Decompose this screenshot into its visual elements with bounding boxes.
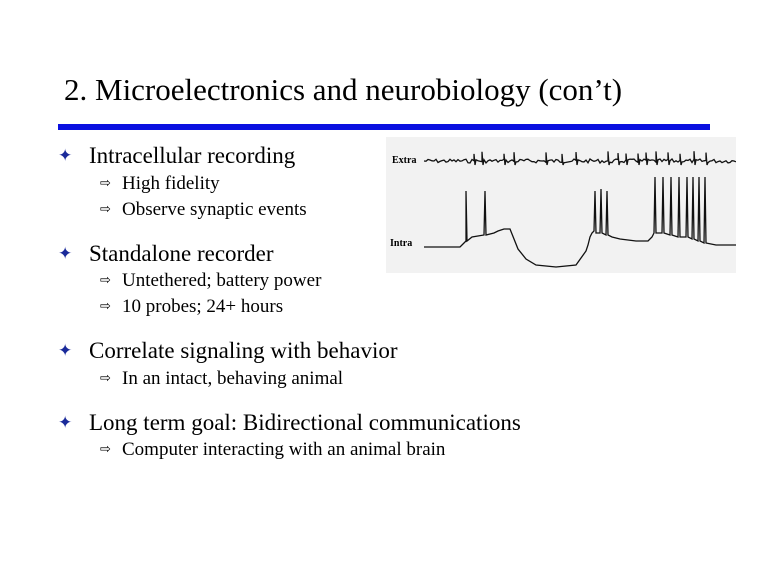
sub-item xyxy=(100,269,321,293)
hollow-arrow-icon: ⇨ xyxy=(100,299,111,314)
slide-title: 2. Microelectronics and neurobiology (con’t) xyxy=(64,72,623,107)
hollow-arrow-icon: ⇨ xyxy=(100,371,111,386)
four-pointed-star-icon: ✦ xyxy=(58,341,73,361)
hollow-arrow-icon: ⇨ xyxy=(100,273,111,288)
sub-text: Computer interacting with an animal brain xyxy=(122,439,446,460)
sub-text: 10 probes; 24+ hours xyxy=(122,296,284,317)
intracellular-trace xyxy=(424,177,736,267)
sub-text: High fidelity xyxy=(122,173,220,194)
bullet-item xyxy=(58,142,295,170)
sub-item xyxy=(100,198,307,222)
sub-item xyxy=(100,172,220,196)
four-pointed-star-icon: ✦ xyxy=(58,244,73,264)
extracellular-trace xyxy=(424,151,736,165)
bullet-text: Intracellular recording xyxy=(89,143,296,168)
bullet-item xyxy=(58,337,398,365)
intra-label: Intra xyxy=(390,238,413,249)
bullet-text: Long term goal: Bidirectional communications xyxy=(89,410,521,435)
sub-item xyxy=(100,295,283,319)
trace-plot xyxy=(386,137,736,273)
sub-item xyxy=(100,438,445,462)
bullet-item xyxy=(58,240,274,268)
bullet-item xyxy=(58,409,521,437)
sub-text: In an intact, behaving animal xyxy=(122,368,344,389)
hollow-arrow-icon: ⇨ xyxy=(100,176,111,191)
four-pointed-star-icon: ✦ xyxy=(58,146,73,166)
four-pointed-star-icon: ✦ xyxy=(58,413,73,433)
sub-text: Untethered; battery power xyxy=(122,270,322,291)
extra-label: Extra xyxy=(392,155,417,166)
sub-text: Observe synaptic events xyxy=(122,199,307,220)
bullet-text: Correlate signaling with behavior xyxy=(89,338,398,363)
recording-trace-figure xyxy=(386,137,736,273)
title-underline xyxy=(58,124,710,130)
bullet-text: Standalone recorder xyxy=(89,241,274,266)
sub-item xyxy=(100,367,343,391)
hollow-arrow-icon: ⇨ xyxy=(100,202,111,217)
hollow-arrow-icon: ⇨ xyxy=(100,442,111,457)
